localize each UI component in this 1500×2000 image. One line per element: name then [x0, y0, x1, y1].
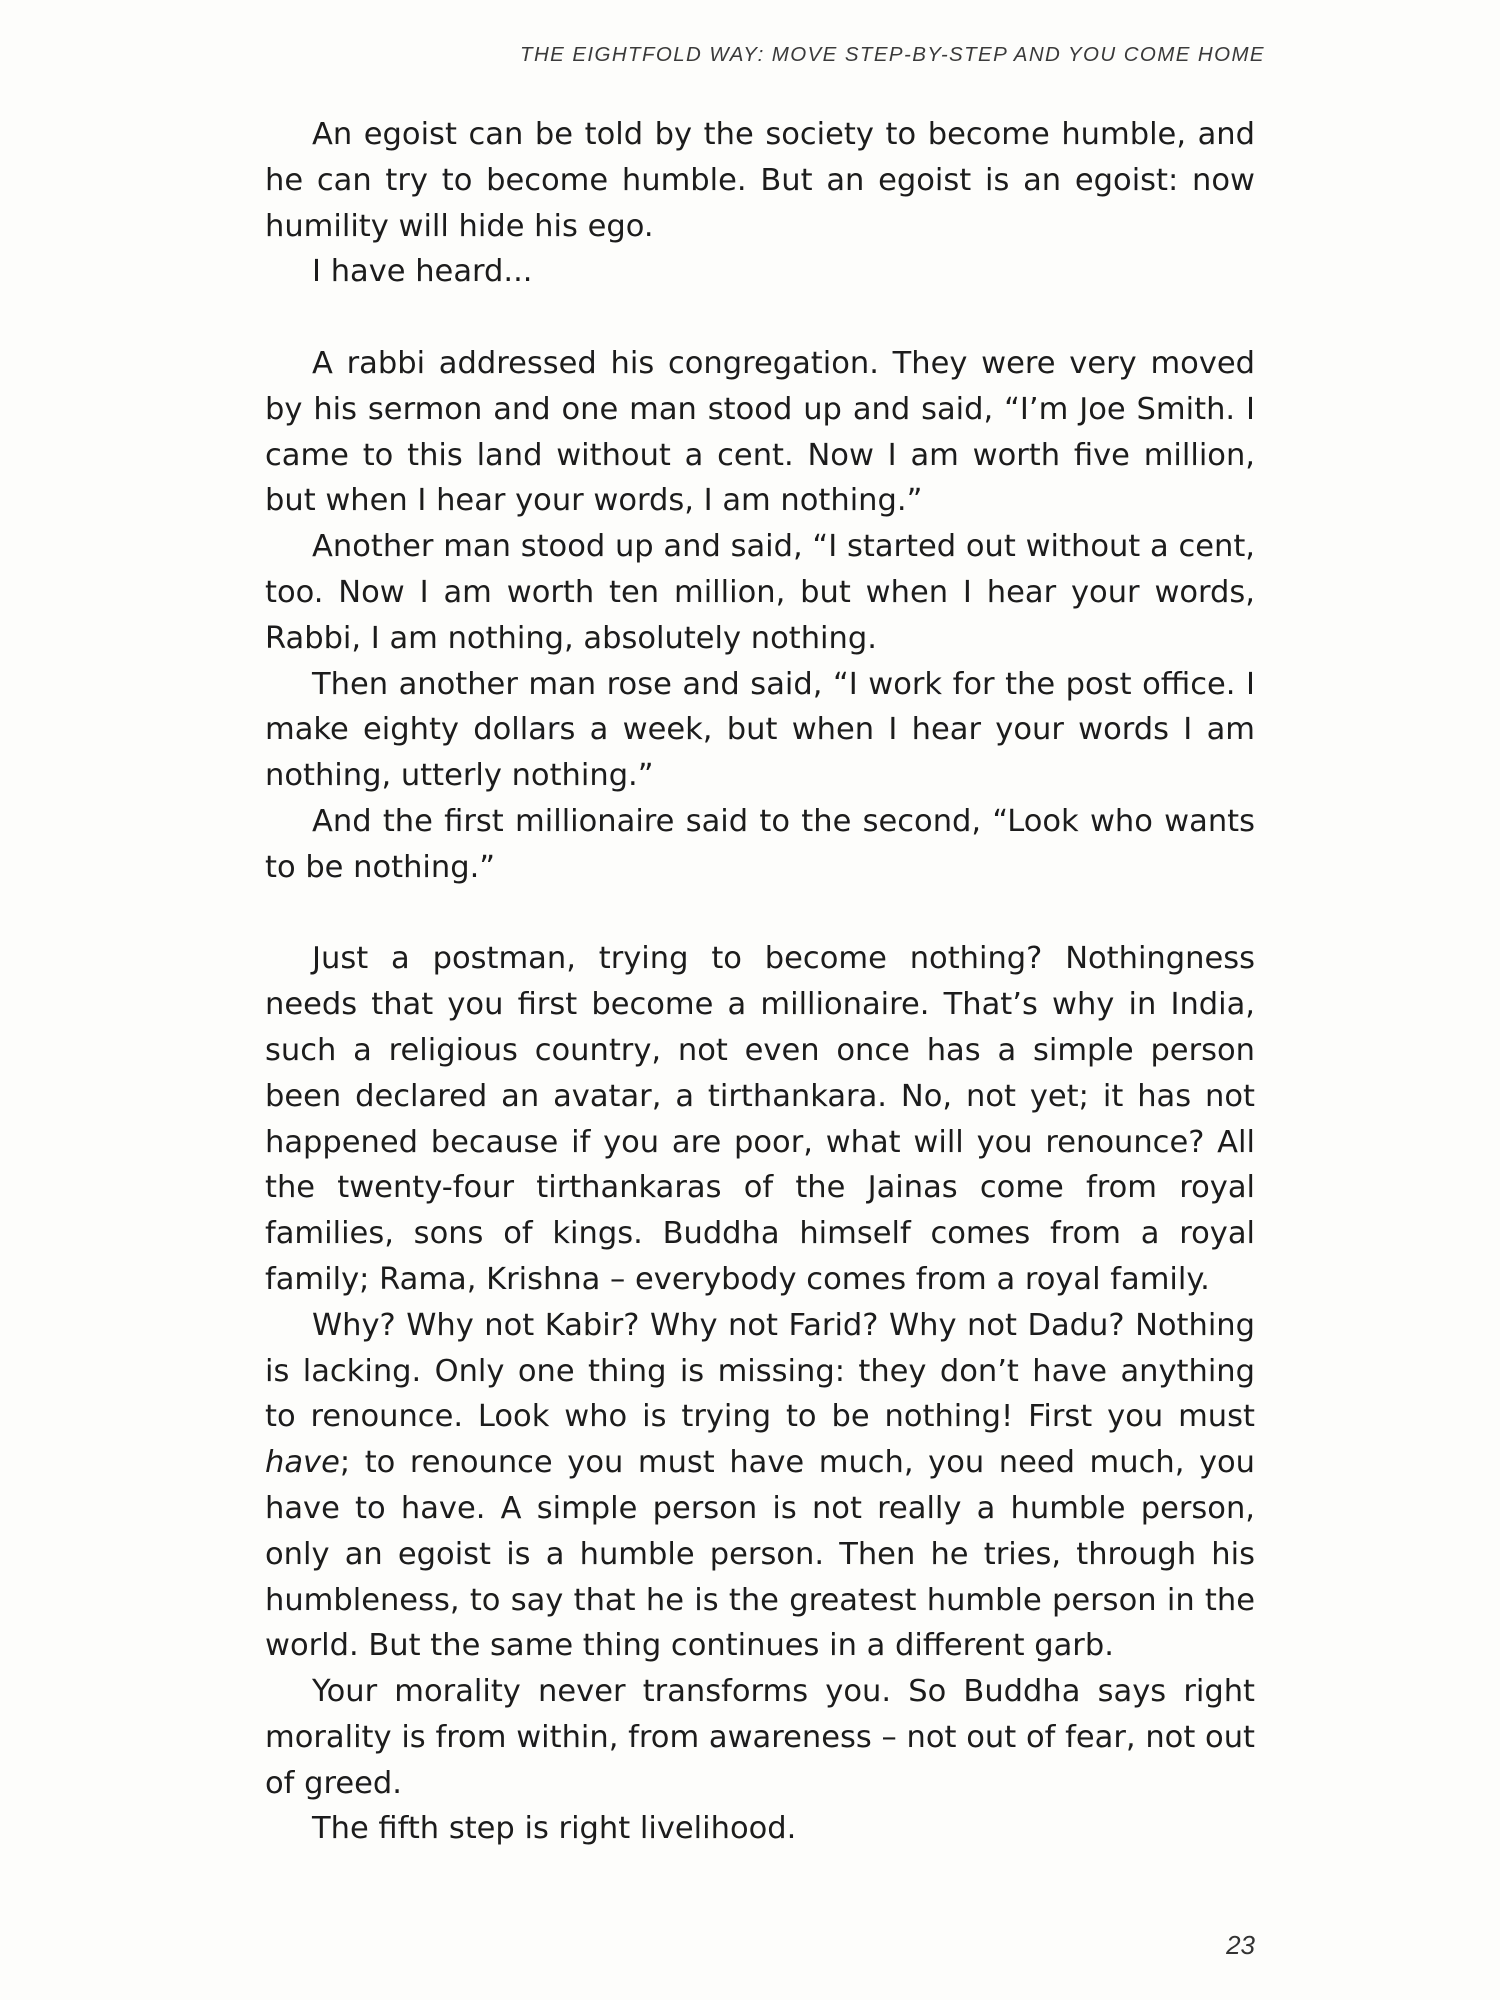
body-text — [265, 112, 1255, 1852]
paragraph: I have heard... — [312, 254, 533, 290]
anecdote-paragraph: Another man stood up and said, “I started out without a cent, too. Now I am worth ten million, but when I hear your words, Rabbi, I am nothing, absolutely nothing. — [265, 529, 1255, 656]
anecdote-paragraph: Then another man rose and said, “I work for the post office. I make eighty dollars a week, but when I hear your words I am nothing, utterly nothing.” — [265, 666, 1255, 794]
paragraph: An egoist can be told by the society to become humble, and he can try to become humble. But an egoist is an egoist: now humility will hide his ego. — [265, 117, 1255, 244]
emphasized-word: have — [265, 1445, 340, 1481]
running-header: THE EIGHTFOLD WAY: MOVE STEP-BY-STEP AND YOU COME HOME — [520, 43, 1265, 66]
anecdote-paragraph: A rabbi addressed his congregation. They were very moved by his sermon and one man stood up and said, “I’m Joe Smith. I came to this land without a cent. Now I am worth five million, but when I hear your words, I am nothing.” — [265, 345, 1255, 519]
paragraph: Your morality never transforms you. So Buddha says right morality is from within, from awareness – not out of fear, not out of greed. — [265, 1674, 1255, 1801]
anecdote-paragraph: And the first millionaire said to the second, “Look who wants to be nothing.” — [265, 803, 1255, 885]
paragraph: The fifth step is right livelihood. — [312, 1811, 797, 1847]
page-number: 23 — [1226, 1930, 1255, 1960]
paragraph-with-emphasis — [265, 1303, 1255, 1669]
text-run: Why? Why not Kabir? Why not Farid? Why not Dadu? Nothing is lacking. Only one thing is missing: they don’t have anything to renounce. Look who is trying to be nothing! First you must — [265, 1307, 1255, 1435]
text-run: ; to renounce you must have much, you need much, you have to have. A simple person is not really a humble person, only an egoist is a humble person. Then he tries, through his humbleness, to say that he is the greatest humble person in the world. But the same thing continues in a different garb. — [265, 1445, 1255, 1664]
paragraph: Just a postman, trying to become nothing? Nothingness needs that you first become a millionaire. That’s why in India, such a religious country, not even once has a simple person been declared an avatar, a tirthankara. No, not yet; it has not happened because if you are poor, what will you renounce? All the twenty-four tirthankaras of the Jainas come from royal families, sons of kings. Buddha himself comes from a royal family; Rama, Krishna – everybody comes from a royal family. — [265, 941, 1255, 1297]
